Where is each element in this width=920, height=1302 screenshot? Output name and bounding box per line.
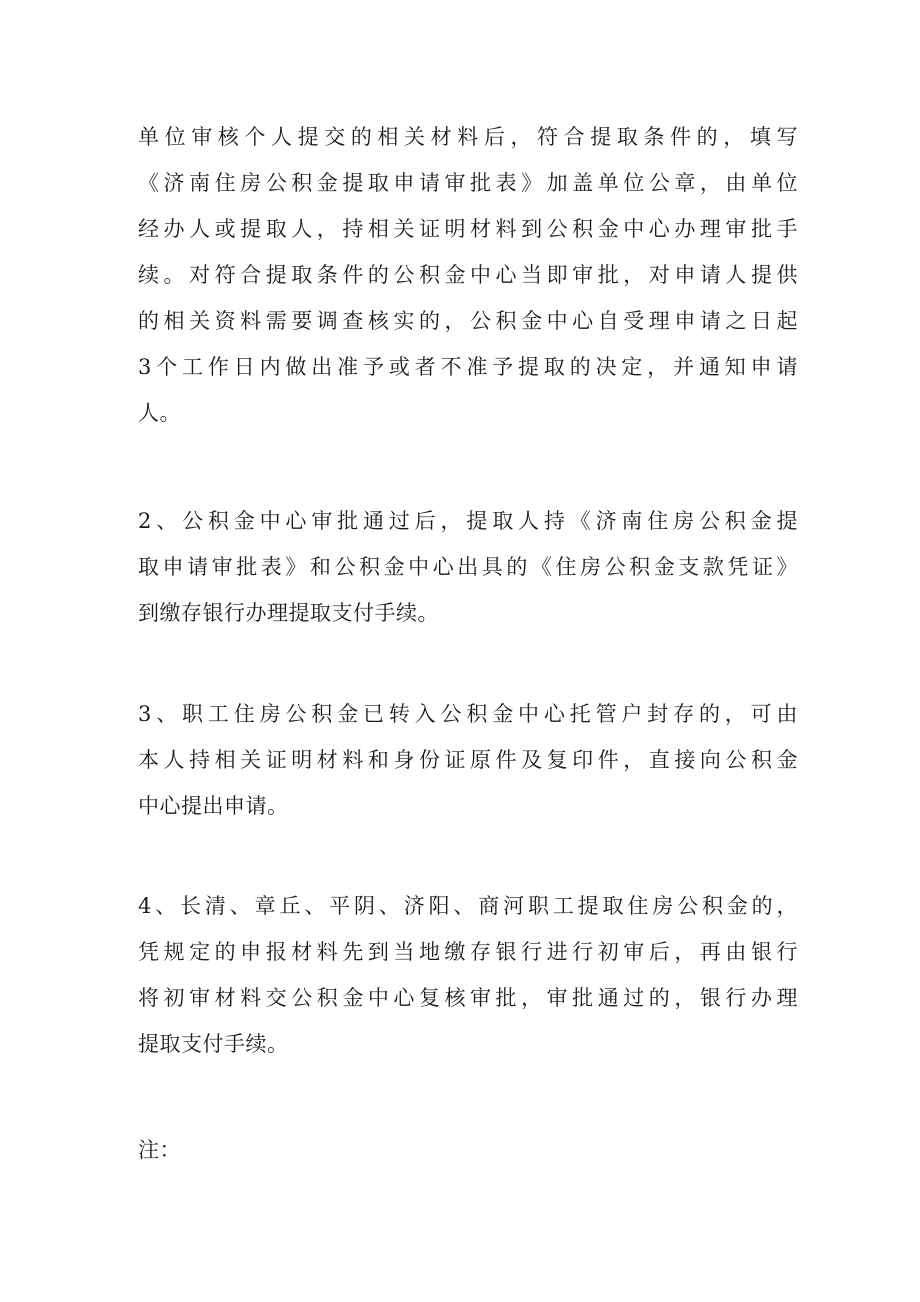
text-line: 经办人或提取人，持相关证明材料到公积金中心办理审批手 [138, 217, 798, 241]
text-line: 取申请审批表》和公积金中心出具的《住房公积金支款凭证》 [138, 555, 798, 579]
paragraph-item-3 [138, 691, 798, 829]
text-line: 到缴存银行办理提取支付手续。 [138, 601, 439, 625]
text-line: 将初审材料交公积金中心复核审批，审批通过的，银行办理 [138, 986, 798, 1010]
text-line: 单位审核个人提交的相关材料后，符合提取条件的，填写 [138, 125, 798, 149]
text-line: 凭规定的申报材料先到当地缴存银行进行初审后，再由银行 [138, 940, 798, 964]
text-line: 续。对符合提取条件的公积金中心当即审批，对申请人提供 [138, 263, 798, 287]
text-line: 3、职工住房公积金已转入公积金中心托管户封存的，可由 [138, 702, 798, 726]
note-label: 注： [138, 1138, 181, 1162]
text-line: 本人持相关证明材料和身份证原件及复印件，直接向公积金 [138, 748, 798, 772]
text-line: 4、长清、章丘、平阴、济阳、商河职工提取住房公积金的， [138, 894, 798, 918]
paragraph-note [138, 1127, 798, 1173]
text-line: 的相关资料需要调查核实的，公积金中心自受理申请之日起 [138, 309, 798, 333]
text-line: 提取支付手续。 [138, 1032, 289, 1056]
paragraph-item-2 [138, 498, 798, 636]
text-line: 《济南住房公积金提取申请审批表》加盖单位公章，由单位 [138, 171, 798, 195]
text-line: 中心提出申请。 [138, 794, 289, 818]
text-line: 3个工作日内做出准予或者不准予提取的决定，并通知申请 [138, 355, 798, 379]
paragraph-unit-review [138, 114, 798, 436]
text-line: 2、公积金中心审批通过后，提取人持《济南住房公积金提 [138, 509, 798, 533]
paragraph-item-4 [138, 883, 798, 1067]
text-line: 人。 [138, 401, 181, 425]
